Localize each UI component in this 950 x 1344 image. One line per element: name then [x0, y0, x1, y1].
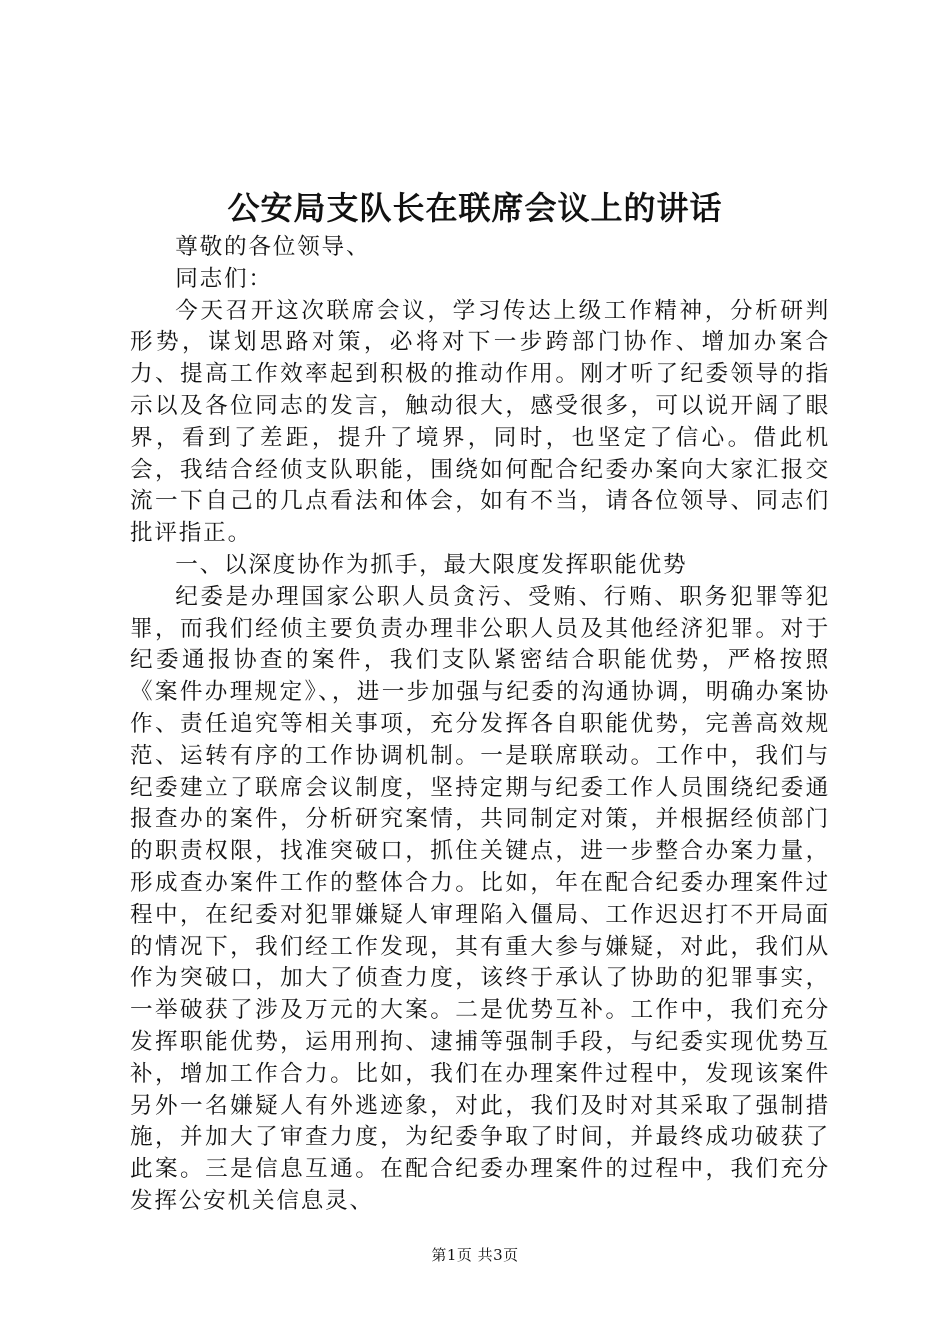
salutation-line: 尊敬的各位领导、 — [175, 234, 371, 260]
document-body — [130, 232, 830, 1218]
page-footer: 第1页 共3页 — [431, 1246, 519, 1264]
salutation-line: 同志们： — [175, 265, 273, 292]
body-paragraph: 纪委是办理国家公职人员贪污、受贿、行贿、职务犯罪等犯罪，而我们经侦主要负责办理非公职人员及其他经济犯罪。对于纪委通报协查的案件，我们支队紧密结合职能优势，严格按照《案件办理规定》、，进一步加强与纪委的沟通协调，明确办案协作、责任追究等相关事项，充分发挥各自职能优势，完善高效规范、运转有序的工作协调机制。一是联席联动。工作中，我们与纪委建立了联席会议制度，坚持定期与纪委工作人员围绕纪委通报查办的案件，分析研究案情，共同制定对策，并根据经侦部门的职责权限，找准突破口，抓住关键点，进一步整合办案力量，形成查办案件工作的整体合力。比如，年在配合纪委办理案件过程中，在纪委对犯罪嫌疑人审理陷入僵局、工作迟迟打不开局面的情况下，我们经工作发现，其有重大参与嫌疑，对此，我们从作为突破口，加大了侦查力度，该终于承认了协助的犯罪事实，一举破获了涉及万元的大案。二是优势互补。工作中，我们充分发挥职能优势，运用刑拘、逮捕等强制手段，与纪委实现优势互补，增加工作合力。比如，我们在办理案件过程中，发现该案件另外一名嫌疑人有外逃迹象，对此，我们及时对其采取了强制措施，并加大了审查力度，为纪委争取了时间，并最终成功破获了此案。三是信息互通。在配合纪委办理案件的过程中，我们充分发挥公安机关信息灵、 — [130, 583, 830, 1214]
document-title: 公安局支队长在联席会议上的讲话 — [227, 189, 723, 227]
body-paragraph: 今天召开这次联席会议，学习传达上级工作精神，分析研判形势，谋划思路对策，必将对下一步跨部门协作、增加办案合力、提高工作效率起到积极的推动作用。刚才听了纪委领导的指示以及各位同志的发言，触动很大，感受很多，可以说开阔了眼界，看到了差距，提升了境界，同时，也坚定了信心。借此机会，我结合经侦支队职能，围绕如何配合纪委办案向大家汇报交流一下自己的几点看法和体会，如有不当，请各位领导、同志们批评指正。 — [130, 297, 830, 547]
section-heading: 一、以深度协作为抓手，最大限度发挥职能优势 — [175, 551, 688, 578]
